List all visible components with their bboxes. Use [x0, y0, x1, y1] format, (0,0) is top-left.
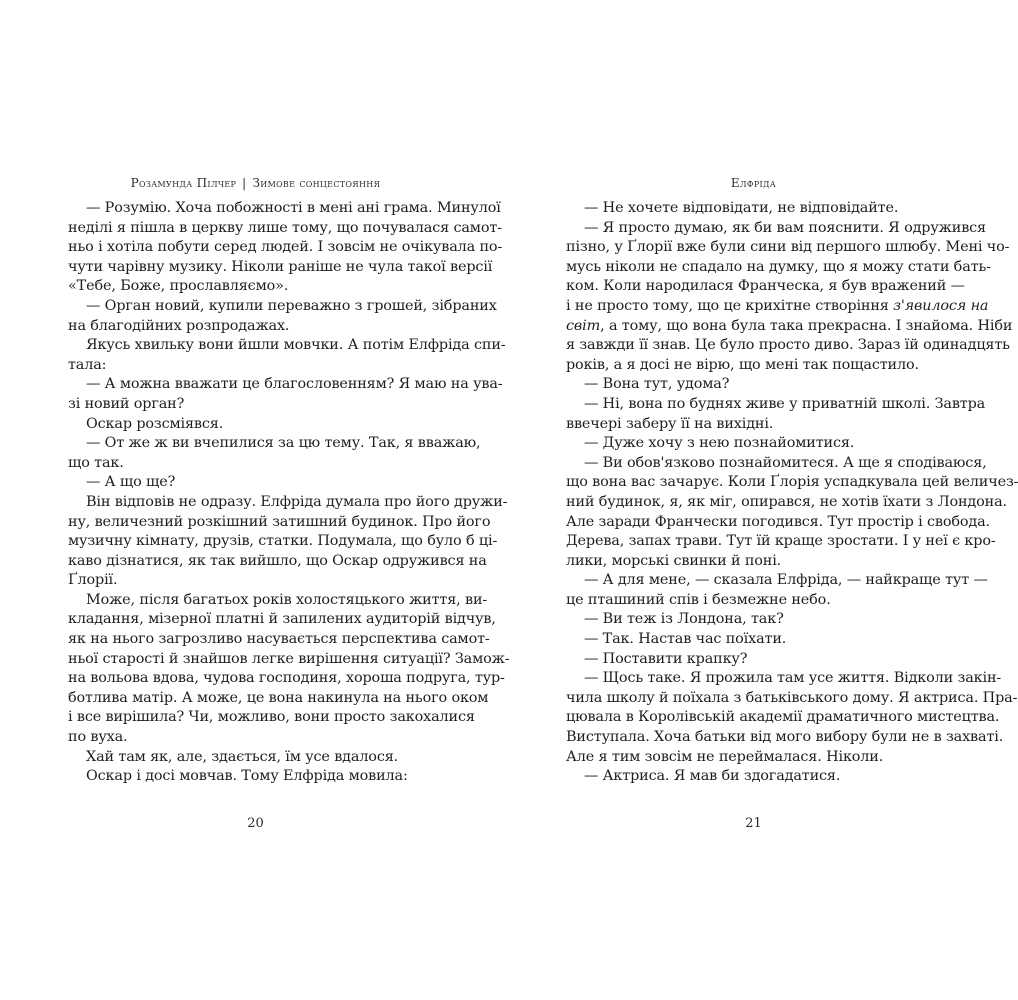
- text-line: Виступала. Хоча батьки від мого вибору були не в захваті.: [566, 729, 1004, 746]
- right-page-text: [566, 199, 1018, 787]
- text-line: я завжди її знав. Це було просто диво. Зараз їй одинадцять: [566, 337, 1010, 354]
- text-line: Якусь хвильку вони йшли мовчки. А потім Елфріда спи-: [86, 337, 506, 354]
- text-line: музичну кімнату, друзів, статки. Подумала, що було б ці-: [68, 533, 498, 550]
- text-line: пізно, у Ґлорії вже були сини від першого шлюбу. Мені чо-: [566, 239, 1010, 256]
- running-head-left: [68, 176, 443, 190]
- text-line: — Ні, вона по буднях живе у приватній школі. Завтра: [584, 395, 986, 412]
- text-line: — А для мене, — сказала Елфріда, — найкраще тут —: [584, 572, 988, 589]
- right-page: [500, 0, 1018, 1000]
- text-line: мусь ніколи не спадало на думку, що я можу стати бать-: [566, 258, 991, 275]
- text-line: каво дізнатися, як так вийшло, що Оскар одружився на: [68, 552, 487, 569]
- text-line: зі новий орган?: [68, 395, 185, 412]
- text-line: чила школу й поїхала з батьківського дому. Я актриса. Пра-: [566, 689, 1018, 706]
- text-line: ний будинок, я, як міг, опирався, не хотів їхати з Лондона.: [566, 493, 1007, 510]
- text-line: що вона вас зачарує. Коли Ґлорія успадкувала цей величез-: [566, 474, 1018, 491]
- text-line: — Я просто думаю, як би вам пояснити. Я одружився: [584, 219, 986, 236]
- left-page-text: [68, 199, 510, 787]
- text-line: Хай там як, але, здається, їм усе вдалося.: [86, 748, 399, 765]
- text-line: неділі я пішла в церкву лише тому, що почувалася самот-: [68, 219, 502, 236]
- italic-fragment: з'явилося на: [893, 297, 989, 314]
- text-line: «Тебе, Боже, прославляємо».: [68, 278, 289, 295]
- text-line: — Орган новий, купили переважно з грошей, зібраних: [86, 297, 497, 314]
- text-line: — Так. Настав час поїхати.: [584, 631, 787, 648]
- text-line-italic-6: і не просто тому, що це крихітне створіння з'явилося на: [566, 297, 989, 314]
- text-line: — Щось таке. Я прожила там усе життя. Відколи закін-: [584, 670, 1002, 687]
- text-line: ботлива матір. А може, це вона накинула на нього оком: [68, 689, 489, 706]
- header-separator: |: [242, 176, 247, 190]
- text-line: Але заради Франчески погодився. Тут простір і свобода.: [566, 513, 990, 530]
- running-head-right: Елфріда: [730, 176, 777, 190]
- text-line: цювала в Королівській академії драматичного мистецтва.: [566, 709, 1000, 726]
- text-line: ввечері заберу її на вихідні.: [566, 415, 774, 432]
- page-number-right: 21: [745, 816, 762, 831]
- text-line: Він відповів не одразу. Елфріда думала про його дружи-: [86, 493, 508, 510]
- text-line: як на нього загрозливо насувається перспектива самот-: [68, 631, 490, 648]
- text-line: на благодійних розпродажах.: [68, 317, 290, 334]
- text-line: — А можна вважати це благословенням? Я маю на ува-: [86, 376, 503, 393]
- text-line: ньо і хотіла побути серед людей. І зовсім не очікувала по-: [68, 239, 503, 256]
- text-line: — Ви обов'язково познайомитеся. А ще я сподіваюся,: [584, 454, 987, 471]
- author-name: Розамунда Пілчер: [130, 176, 237, 190]
- text-line: це пташиний спів і безмежне небо.: [566, 591, 831, 608]
- italic-fragment: світ: [566, 317, 601, 334]
- text-line: і все вирішила? Чи, можливо, вони просто закохалися: [68, 709, 475, 726]
- text-line: — Актриса. Я мав би здогадатися.: [584, 768, 841, 785]
- text-line: тала:: [68, 356, 107, 373]
- text-line: — Дуже хочу з нею познайомитися.: [584, 435, 855, 452]
- text-line: Може, після багатьох років холостяцького життя, ви-: [86, 591, 488, 608]
- text-line: лики, морські свинки й поні.: [566, 552, 782, 569]
- book-title: Зимове сонцестояння: [252, 176, 381, 190]
- text-line: — Ви теж із Лондона, так?: [584, 611, 784, 628]
- text-line: ну, величезний розкішний затишний будинок. Про його: [68, 513, 491, 530]
- text-line: Ґлорії.: [68, 572, 118, 589]
- text-line: — Поставити крапку?: [584, 650, 748, 667]
- text-line: Але я тим зовсім не переймалася. Ніколи.: [566, 748, 884, 765]
- text-line: чути чарівну музику. Ніколи раніше не чула такої версії: [68, 258, 493, 275]
- text-line: кладання, мізерної платні й запилених аудиторій відчув,: [68, 611, 496, 628]
- page-number-left: 20: [247, 816, 264, 831]
- text-line: що так.: [68, 454, 124, 471]
- text-line: Дерева, запах трави. Тут їй краще зростати. І у неї є кро-: [566, 533, 996, 550]
- text-line: Оскар розсміявся.: [86, 415, 224, 432]
- text-line: по вуха.: [68, 729, 128, 746]
- text-line: Оскар і досі мовчав. Тому Елфріда мовила:: [86, 768, 408, 785]
- text-line: ком. Коли народилася Франческа, я був вражений —: [566, 278, 965, 295]
- text-line: — Не хочете відповідати, не відповідайте.: [584, 200, 899, 216]
- text-line: ньої старості й знайшов легке вирішення ситуації? Замож-: [68, 650, 510, 667]
- text-line: — А що ще?: [86, 474, 176, 491]
- text-line: — Розумію. Хоча побожності в мені ані грама. Минулої: [86, 200, 501, 216]
- text-line-italic-7: світ, а тому, що вона була така прекрасна. І знайома. Ніби: [566, 317, 1013, 334]
- text-line: — От же ж ви вчепилися за цю тему. Так, я вважаю,: [86, 435, 481, 452]
- text-line: років, а я досі не вірю, що мені так пощастило.: [566, 356, 919, 373]
- text-line: — Вона тут, удома?: [584, 376, 730, 393]
- text-line: на вольова вдова, чудова господиня, хороша подруга, тур-: [68, 670, 505, 687]
